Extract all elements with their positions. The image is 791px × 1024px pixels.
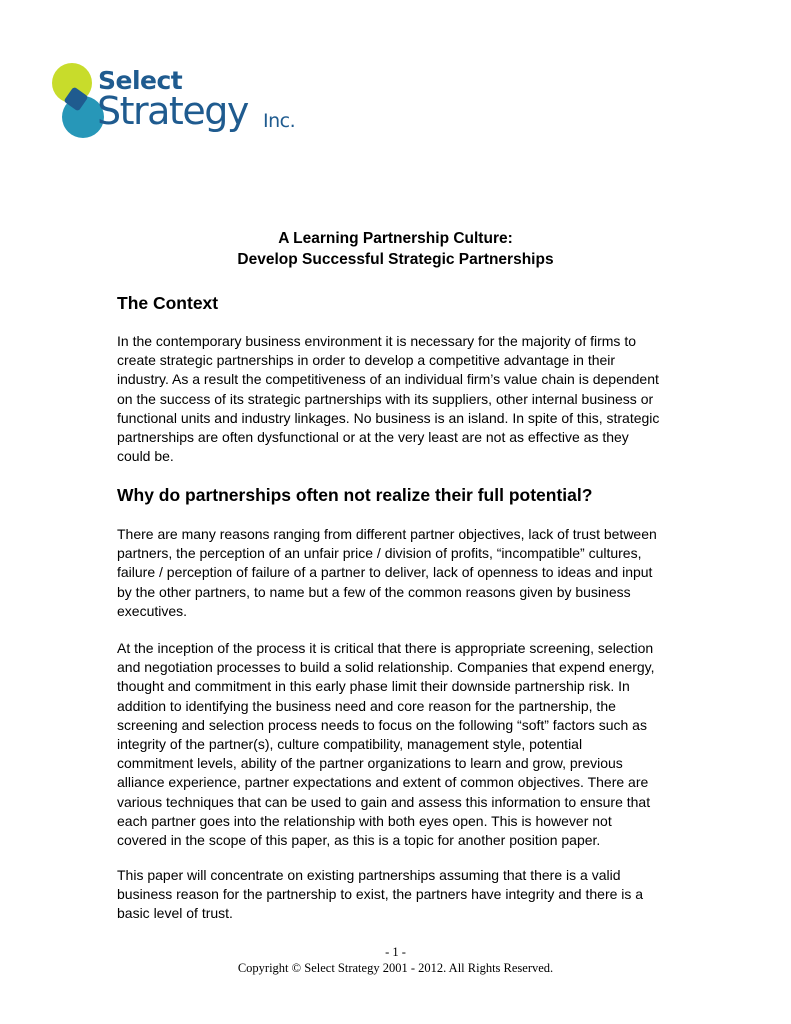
logo-text-strategy: Strategy (97, 89, 248, 133)
text-line: business reason for the partnership to exist, the partners have integrity and there is a (117, 886, 644, 903)
text-line: thought and commitment in this early phase limit their downside partnership risk. In (117, 678, 630, 695)
text-line: alliance experience, partner expectations and extent of common objectives. There are (117, 774, 649, 791)
text-line: In the contemporary business environment it is necessary for the majority of firms to (117, 333, 636, 349)
text-line: integrity of the partner(s), culture compatibility, management style, potential (117, 736, 583, 753)
text-line: various techniques that can be used to gain and assess this information to ensure that (117, 793, 651, 810)
text-line: failure / perception of failure of a partner to deliver, lack of openness to ideas and input (117, 564, 653, 581)
text-line: functional units and industry linkages. No business is an island. In spite of this, strategic (117, 409, 660, 426)
text-line: covered in the scope of this paper, as this is a topic for another position paper. (117, 832, 601, 849)
text-line: There are many reasons ranging from different partner objectives, lack of trust between (117, 526, 657, 542)
text-line: At the inception of the process it is critical that there is appropriate screening, selection (117, 640, 654, 656)
document-title-line-1: A Learning Partnership Culture: (278, 230, 513, 247)
why-paragraph-2 (117, 639, 677, 850)
text-line: by the other partners, to name but a few of the common reasons given by business (117, 583, 631, 600)
text-line: industry. As a result the competitiveness of an individual firm’s value chain is dependent (117, 371, 659, 388)
text-line: on the success of its strategic partnerships with its suppliers, other internal business or (117, 390, 654, 407)
copyright-notice: Copyright © Select Strategy 2001 - 2012. All Rights Reserved. (237, 961, 554, 975)
text-line: create strategic partnerships in order to develop a competitive advantage in their (117, 352, 616, 369)
text-line: and negotiation processes to build a solid relationship. Companies that expend energy, (117, 659, 655, 676)
company-logo (52, 62, 312, 144)
text-line: executives. (117, 602, 188, 619)
logo-text-select: Select (98, 66, 183, 95)
text-line: each partner goes into the relationship with both eyes open. This is however not (117, 812, 612, 829)
text-line: basic level of trust. (117, 905, 233, 922)
context-paragraph (117, 332, 677, 466)
why-paragraph-1 (117, 525, 677, 621)
document-title-line-2: Develop Successful Strategic Partnerships (237, 251, 554, 268)
text-line: commitment levels, ability of the partner organizations to learn and grow, previous (117, 755, 623, 772)
why-paragraph-3 (117, 866, 677, 924)
text-line: screening and selection process needs to focus on the following “soft” factors such as (117, 716, 647, 733)
text-line: partners, the perception of an unfair price / division of profits, “incompatible” cultures, (117, 545, 642, 562)
text-line: partnerships are often dysfunctional or at the very least are not as effective as they (117, 429, 629, 446)
text-line: This paper will concentrate on existing partnerships assuming that there is a valid (117, 867, 621, 883)
logo-text-inc: Inc. (263, 110, 296, 132)
text-line: addition to identifying the business need and core reason for the partnership, the (117, 697, 616, 714)
text-line: could be. (117, 448, 174, 465)
page-number: - 1 - (385, 945, 406, 959)
section-heading-why: Why do partnerships often not realize their full potential? (117, 485, 593, 505)
section-heading-context: The Context (117, 293, 219, 313)
